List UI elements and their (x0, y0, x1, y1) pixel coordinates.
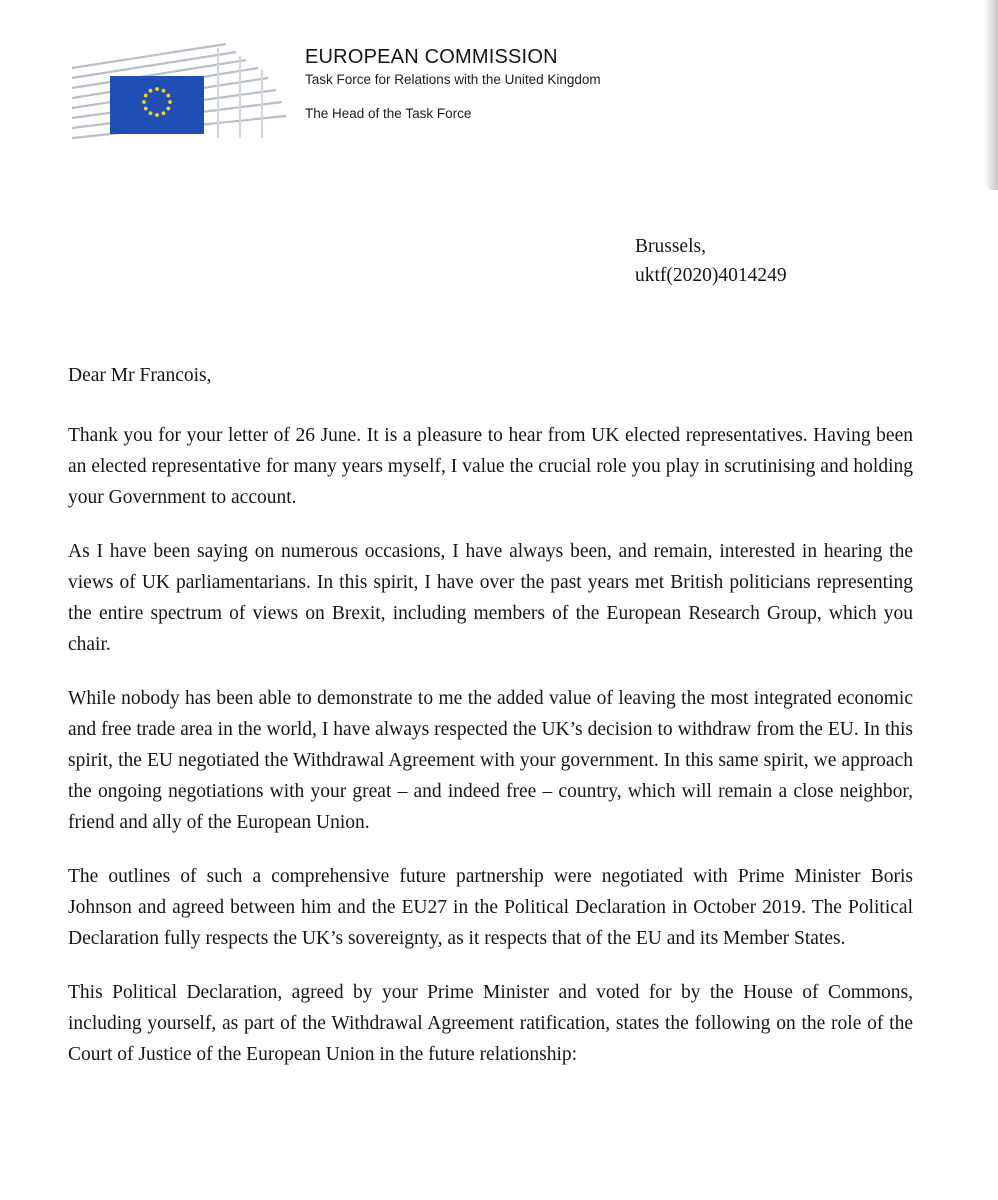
letter-body (68, 420, 913, 1093)
paragraph: Thank you for your letter of 26 June. It is a pleasure to hear from UK elected representatives. Having been an elected representative for many years myself, I value the crucial role you play in scrutinising and holding your Government to account. (68, 425, 913, 508)
place-and-reference (635, 232, 787, 290)
european-commission-logo (68, 38, 288, 146)
organisation-name: EUROPEAN COMMISSION (305, 46, 558, 68)
sender-role: The Head of the Task Force (305, 106, 472, 121)
paragraph: The outlines of such a comprehensive future partnership were negotiated with Prime Minister Boris Johnson and agreed between him and the EU27 in the Political Declaration in October 2019. The Political Declaration fully respects the UK’s sovereignty, as it respects that of the EU and its Member States. (68, 866, 913, 949)
eu-flag (110, 76, 204, 134)
paragraph: While nobody has been able to demonstrate to me the added value of leaving the most integrated economic and free trade area in the world, I have always respected the UK’s decision to withdraw from the EU. In this spirit, the EU negotiated the Withdrawal Agreement with your government. In this same spirit, we approach the ongoing negotiations with your great – and indeed free – country, which will remain a close neighbor, friend and ally of the European Union. (68, 688, 913, 833)
page-edge-shadow (984, 0, 998, 190)
letter-reference: uktf(2020)4014249 (635, 265, 787, 286)
salutation: Dear Mr Francois, (68, 365, 212, 386)
letter-place: Brussels, (635, 236, 706, 257)
paragraph: As I have been saying on numerous occasions, I have always been, and remain, interested in hearing the views of UK parliamentarians. In this spirit, I have over the past years met British politicians representing the entire spectrum of views on Brexit, including members of the European Research Group, which you chair. (68, 541, 913, 655)
organisation-unit: Task Force for Relations with the United Kingdom (305, 72, 601, 87)
paragraph: This Political Declaration, agreed by your Prime Minister and voted for by the House of Commons, including yourself, as part of the Withdrawal Agreement ratification, states the following on the role of the Court of Justice of the European Union in the future relationship: (68, 982, 913, 1065)
